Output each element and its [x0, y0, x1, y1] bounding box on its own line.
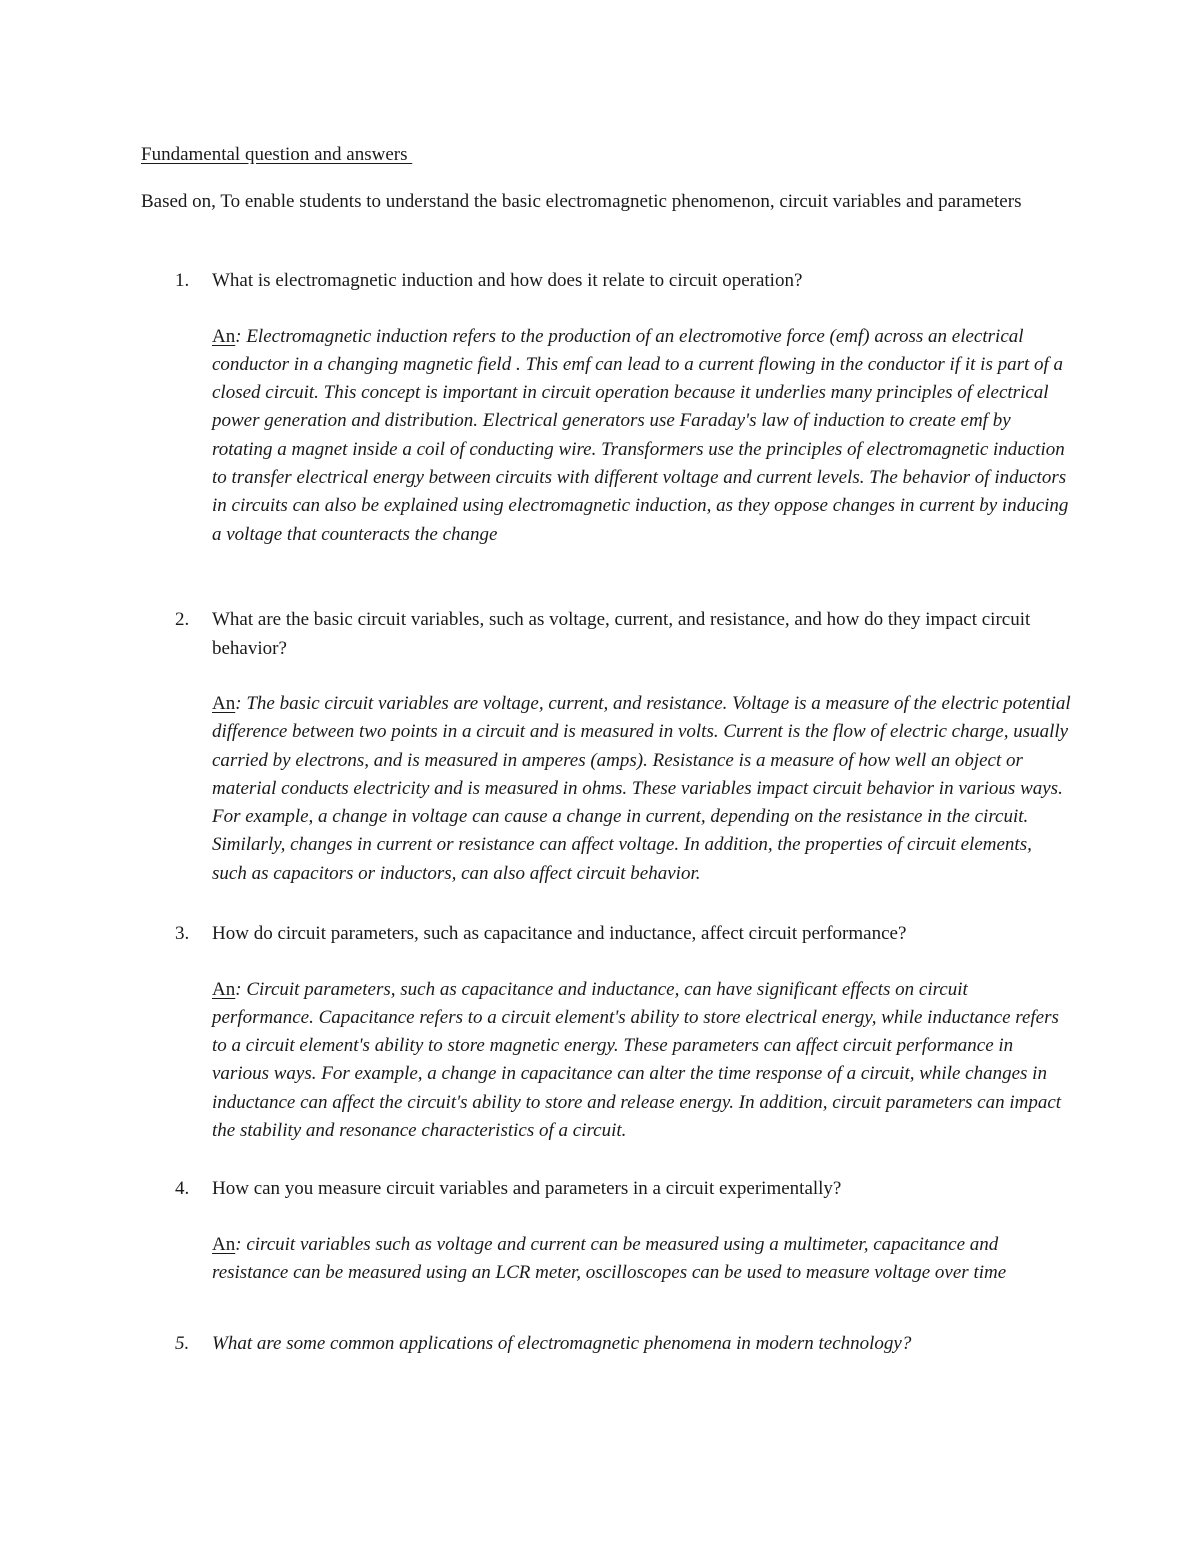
question-number: 5.	[175, 1333, 190, 1354]
qa-item-3	[141, 920, 1071, 1145]
answer-row	[212, 976, 1071, 1146]
qa-item-1	[141, 267, 1071, 549]
answer-separator: :	[235, 1233, 247, 1255]
question-text: What are some common applications of electromagnetic phenomena in modern technology?	[212, 1333, 912, 1354]
question-row	[141, 267, 1071, 296]
intro-paragraph: Based on, To enable students to understand the basic electromagnetic phenomenon, circuit variables and parameters	[141, 191, 1022, 212]
answer-text: Electromagnetic induction refers to the production of an electromotive force (emf) across an electrical conductor in a changing magnetic field . This emf can lead to a current flowing in the conductor if it is part of a closed circuit. This concept is important in circuit operation because it underlies many principles of electrical power generation and distribution. Electrical generators use Faraday's law of induction to create emf by rotating a magnet inside a coil of conducting wire. Transformers use the principles of electromagnetic induction to transfer electrical energy between circuits with different voltage and current levels. The behavior of inductors in circuits can also be explained using electromagnetic induction, as they oppose changes in current by inducing a voltage that counteracts the change	[212, 325, 1069, 545]
answer-separator: :	[235, 978, 247, 1000]
answer-separator: :	[235, 693, 247, 714]
answer-row	[212, 1231, 1071, 1288]
question-text: How can you measure circuit variables and parameters in a circuit experimentally?	[212, 1178, 842, 1199]
question-row	[141, 1330, 1071, 1359]
answer-text: The basic circuit variables are voltage, current, and resistance. Voltage is a measure of the electric potential difference between two points in a circuit and is measured in volts. Current is the flow of electric charge, usually carried by electrons, and is measured in amperes (amps). Resistance is a measure of how well an object or material conducts electricity and is measured in ohms. These variables impact circuit behavior in various ways. For example, a change in voltage can cause a change in current, depending on the resistance in the circuit. Similarly, changes in current or resistance can affect voltage. In addition, the properties of circuit elements, such as capacitors or inductors, can also affect circuit behavior.	[212, 693, 1071, 884]
answer-label: An	[212, 325, 236, 347]
question-text: How do circuit parameters, such as capacitance and inductance, affect circuit performance?	[212, 923, 907, 944]
question-text: What are the basic circuit variables, such as voltage, current, and resistance, and how do they impact circuit behavior?	[212, 609, 1031, 659]
question-text: What is electromagnetic induction and how does it relate to circuit operation?	[212, 270, 803, 291]
answer-row	[212, 690, 1071, 888]
qa-item-4	[141, 1175, 1071, 1287]
answer-row	[212, 323, 1071, 549]
question-number: 2.	[175, 609, 190, 630]
question-number: 4.	[175, 1178, 190, 1199]
question-row	[141, 920, 1071, 949]
question-row	[141, 606, 1071, 663]
answer-label: An	[212, 1233, 236, 1255]
answer-label: An	[212, 693, 236, 714]
qa-item-5	[141, 1330, 1071, 1359]
answer-text: Circuit parameters, such as capacitance and inductance, can have significant effects on circuit performance. Capacitance refers to a circuit element's ability to store electrical energy, while inductance refers to a circuit element's ability to store magnetic energy. These parameters can affect circuit performance in various ways. For example, a change in capacitance can alter the time response of a circuit, while changes in inductance can affect the circuit's ability to store and release energy. In addition, circuit parameters can impact the stability and resonance characteristics of a circuit.	[212, 978, 1062, 1141]
question-row	[141, 1175, 1071, 1204]
qa-item-2	[141, 606, 1071, 888]
answer-label: An	[212, 978, 236, 1000]
document-title: Fundamental question and answers	[141, 144, 413, 165]
question-number: 3.	[175, 923, 190, 944]
answer-separator: :	[235, 325, 247, 347]
question-number: 1.	[175, 270, 190, 291]
answer-text: circuit variables such as voltage and current can be measured using a multimeter, capacitance and resistance can be measured using an LCR meter, oscilloscopes can be used to measure voltage over time	[212, 1233, 1007, 1283]
